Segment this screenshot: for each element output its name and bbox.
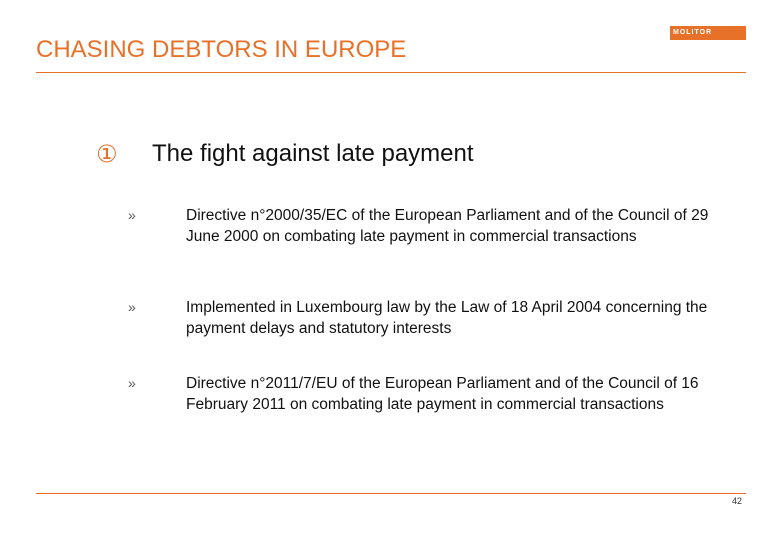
footer-divider [36,493,746,494]
list-item [128,373,746,415]
section-number: ① [96,140,118,168]
bullet-marker: » [128,375,136,391]
bullet-text: Implemented in Luxembourg law by the Law of 18 April 2004 concerning the payment delays and statutory interests [186,299,708,337]
list-item [128,205,746,247]
bullet-text: Directive n°2011/7/EU of the European Parliament and of the Council of 16 February 2011 on combating late payment in commercial transactions [186,375,699,413]
section-heading [96,140,474,168]
list-item [128,297,746,339]
slide-title: CHASING DEBTORS IN EUROPE [36,36,407,63]
bullet-text: Directive n°2000/35/EC of the European Parliament and of the Council of 29 June 2000 on combating late payment in commercial transactions [186,207,709,245]
bullet-marker: » [128,207,136,223]
header-divider [36,72,746,73]
bullet-marker: » [128,299,136,315]
section-title: The fight against late payment [152,140,474,167]
company-logo: MOLITOR [670,26,746,40]
page-number: 42 [731,496,742,506]
